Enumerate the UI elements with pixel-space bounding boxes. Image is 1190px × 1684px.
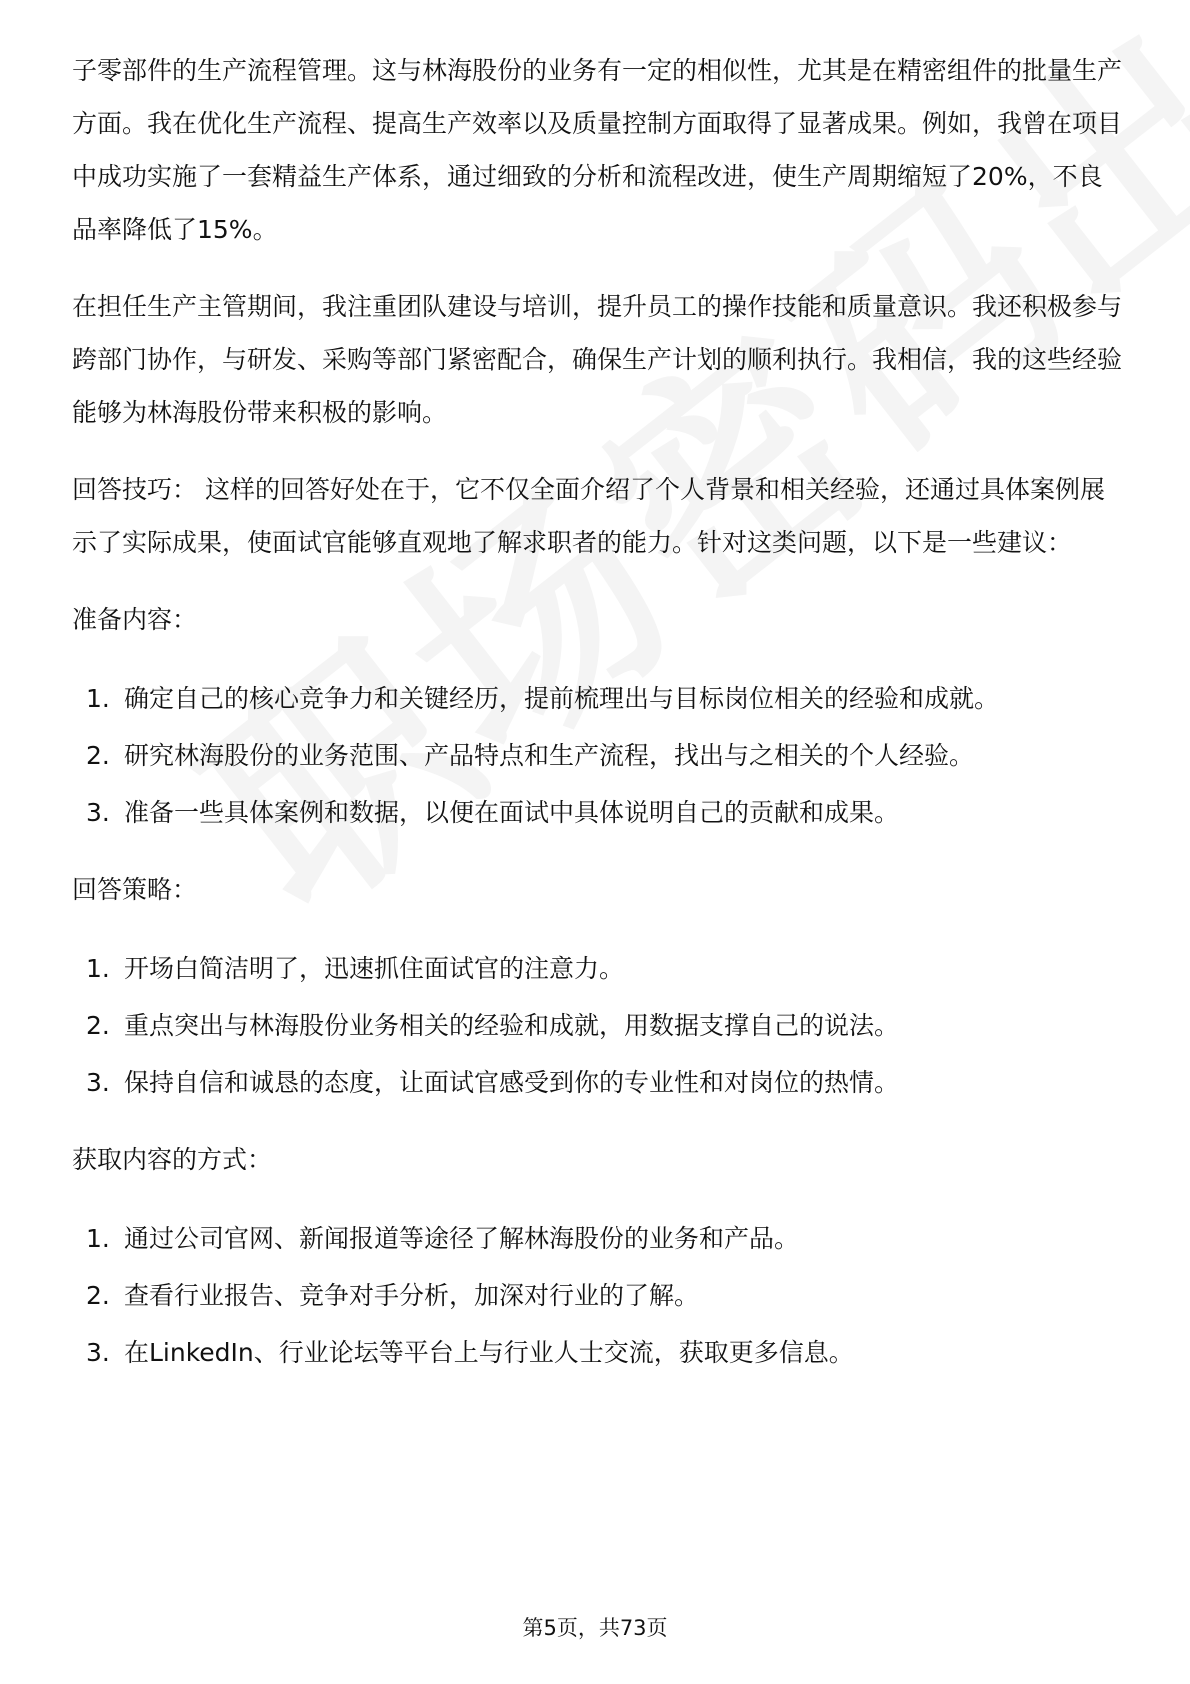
list-strategy — [72, 942, 1122, 1109]
list-item-text: 通过公司官网、新闻报道等途径了解林海股份的业务和产品。 — [124, 1224, 800, 1253]
list-item — [72, 999, 1122, 1052]
list-number: 1. — [86, 954, 110, 983]
list-sources — [72, 1212, 1122, 1379]
list-number: 3. — [86, 1338, 110, 1367]
list-number: 3. — [86, 798, 110, 827]
list-item — [72, 942, 1122, 995]
paragraph-experience: 子零部件的生产流程管理。这与林海股份的业务有一定的相似性，尤其是在精密组件的批量生产方面。我在优化生产流程、提高生产效率以及质量控制方面取得了显著成果。例如，我曾在项目中成功实施了一套精益生产体系，通过细致的分析和流程改进，使生产周期缩短了20%，不良品率降低了15%。 — [72, 56, 1123, 244]
list-item — [72, 1269, 1122, 1322]
list-number: 2. — [86, 741, 110, 770]
list-item-text: 准备一些具体案例和数据，以便在面试中具体说明自己的贡献和成果。 — [124, 798, 900, 827]
paragraph-answer-tips: 回答技巧： 这样的回答好处在于，它不仅全面介绍了个人背景和相关经验，还通过具体案例展示了实际成果，使面试官能够直观地了解求职者的能力。针对这类问题，以下是一些建议： — [72, 475, 1105, 557]
list-item-text: 开场白简洁明了，迅速抓住面试官的注意力。 — [124, 954, 625, 983]
page-content — [72, 44, 1122, 1403]
page-footer: 第5页，共73页 — [522, 1616, 668, 1640]
section-heading-sources: 获取内容的方式： — [72, 1145, 273, 1174]
list-item-text: 确定自己的核心竞争力和关键经历，提前梳理出与目标岗位相关的经验和成就。 — [124, 684, 1000, 713]
list-item-text: 重点突出与林海股份业务相关的经验和成就，用数据支撑自己的说法。 — [124, 1011, 900, 1040]
list-number: 1. — [86, 684, 110, 713]
paragraph-management: 在担任生产主管期间，我注重团队建设与培训，提升员工的操作技能和质量意识。我还积极参与跨部门协作，与研发、采购等部门紧密配合，确保生产计划的顺利执行。我相信，我的这些经验能够为林海股份带来积极的影响。 — [72, 292, 1123, 427]
section-heading-preparation: 准备内容： — [72, 605, 198, 634]
list-item — [72, 786, 1122, 839]
list-item-text: 查看行业报告、竞争对手分析，加深对行业的了解。 — [124, 1281, 700, 1310]
list-number: 1. — [86, 1224, 110, 1253]
list-number: 2. — [86, 1011, 110, 1040]
list-number: 3. — [86, 1068, 110, 1097]
list-item — [72, 1212, 1122, 1265]
list-item-text: 在LinkedIn、行业论坛等平台上与行业人士交流，获取更多信息。 — [124, 1338, 854, 1367]
list-preparation — [72, 672, 1122, 839]
list-item — [72, 729, 1122, 782]
list-item-text: 研究林海股份的业务范围、产品特点和生产流程，找出与之相关的个人经验。 — [124, 741, 975, 770]
list-item — [72, 1326, 1122, 1379]
list-number: 2. — [86, 1281, 110, 1310]
list-item — [72, 1056, 1122, 1109]
list-item-text: 保持自信和诚恳的态度，让面试官感受到你的专业性和对岗位的热情。 — [124, 1068, 900, 1097]
list-item — [72, 672, 1122, 725]
section-heading-strategy: 回答策略： — [72, 875, 198, 904]
